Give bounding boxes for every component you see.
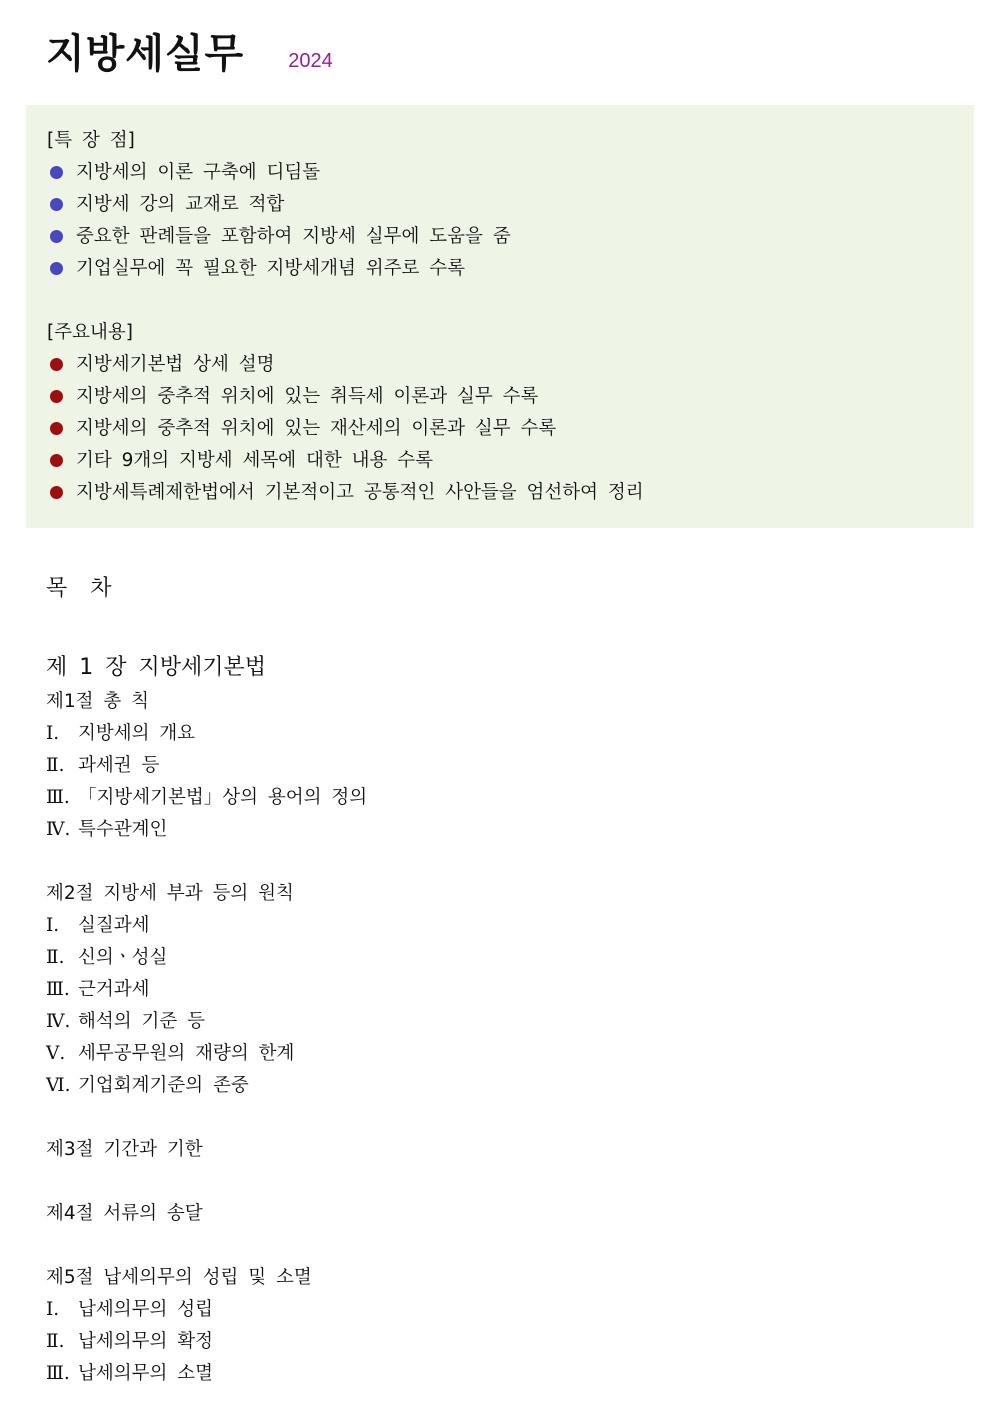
summary-box — [26, 105, 974, 528]
toc-section-1: 제1절 총 칙 — [46, 691, 150, 712]
summary-box-content — [47, 125, 644, 509]
toc-item: Ⅲ. 납세의무의 소멸 — [46, 1363, 213, 1384]
red-bullet-icon — [50, 390, 63, 403]
content-item: 지방세기본법 상세 설명 — [47, 349, 644, 381]
feature-item: 기업실무에 꼭 필요한 지방세개념 위주로 수록 — [47, 253, 644, 285]
red-bullet-icon — [50, 454, 63, 467]
spacer — [47, 285, 644, 317]
blue-bullet-icon — [50, 166, 63, 179]
contents-heading: [주요내용] — [47, 322, 133, 343]
toc-item: Ⅴ. 세무공무원의 재량의 한계 — [46, 1043, 295, 1064]
toc-chapter-1: 제 1 장 지방세기본법 — [46, 655, 266, 680]
spacer — [46, 846, 367, 878]
feature-item: 지방세 강의 교재로 적합 — [47, 189, 644, 221]
features-heading: [특 장 점] — [47, 130, 135, 151]
page-title: 지방세실무 — [46, 31, 245, 77]
feature-item: 지방세의 이론 구축에 디딤돌 — [47, 157, 644, 189]
toc-item: Ⅰ. 납세의무의 성립 — [46, 1299, 213, 1320]
edition-year: 2024 — [288, 50, 333, 72]
toc-section-3: 제3절 기간과 기한 — [46, 1139, 203, 1160]
spacer — [46, 606, 367, 650]
content-item: 지방세특례제한법에서 기본적이고 공통적인 사안들을 엄선하여 정리 — [47, 477, 644, 509]
blue-bullet-icon — [50, 198, 63, 211]
toc-item: Ⅳ. 해석의 기준 등 — [46, 1011, 205, 1032]
toc-item: Ⅱ. 과세권 등 — [46, 755, 160, 776]
content-item: 기타 9개의 지방세 세목에 대한 내용 수록 — [47, 445, 644, 477]
toc-section-4: 제4절 서류의 송달 — [46, 1203, 203, 1224]
toc-item: Ⅰ. 지방세의 개요 — [46, 723, 196, 744]
red-bullet-icon — [50, 358, 63, 371]
spacer — [46, 1102, 367, 1134]
toc-item: Ⅰ. 실질과세 — [46, 915, 150, 936]
table-of-contents — [46, 572, 367, 1390]
toc-section-2: 제2절 지방세 부과 등의 원칙 — [46, 883, 294, 904]
blue-bullet-icon — [50, 262, 63, 275]
toc-item: Ⅲ. 근거과세 — [46, 979, 150, 1000]
toc-item: Ⅲ. 「지방세기본법」상의 용어의 정의 — [46, 787, 368, 808]
title-row — [46, 28, 333, 80]
red-bullet-icon — [50, 422, 63, 435]
toc-heading: 목 차 — [46, 576, 120, 601]
blue-bullet-icon — [50, 230, 63, 243]
content-item: 지방세의 중추적 위치에 있는 재산세의 이론과 실무 수록 — [47, 413, 644, 445]
toc-item: Ⅳ. 특수관계인 — [46, 819, 168, 840]
feature-item: 중요한 판례들을 포함하여 지방세 실무에 도움을 줌 — [47, 221, 644, 253]
content-item: 지방세의 중추적 위치에 있는 취득세 이론과 실무 수록 — [47, 381, 644, 413]
toc-item: Ⅱ. 신의ㆍ성실 — [46, 947, 168, 968]
spacer — [46, 1166, 367, 1198]
spacer — [46, 1230, 367, 1262]
toc-item: Ⅱ. 납세의무의 확정 — [46, 1331, 213, 1352]
toc-item: Ⅵ. 기업회계기준의 존중 — [46, 1075, 249, 1096]
red-bullet-icon — [50, 486, 63, 499]
toc-section-5: 제5절 납세의무의 성립 및 소멸 — [46, 1267, 312, 1288]
